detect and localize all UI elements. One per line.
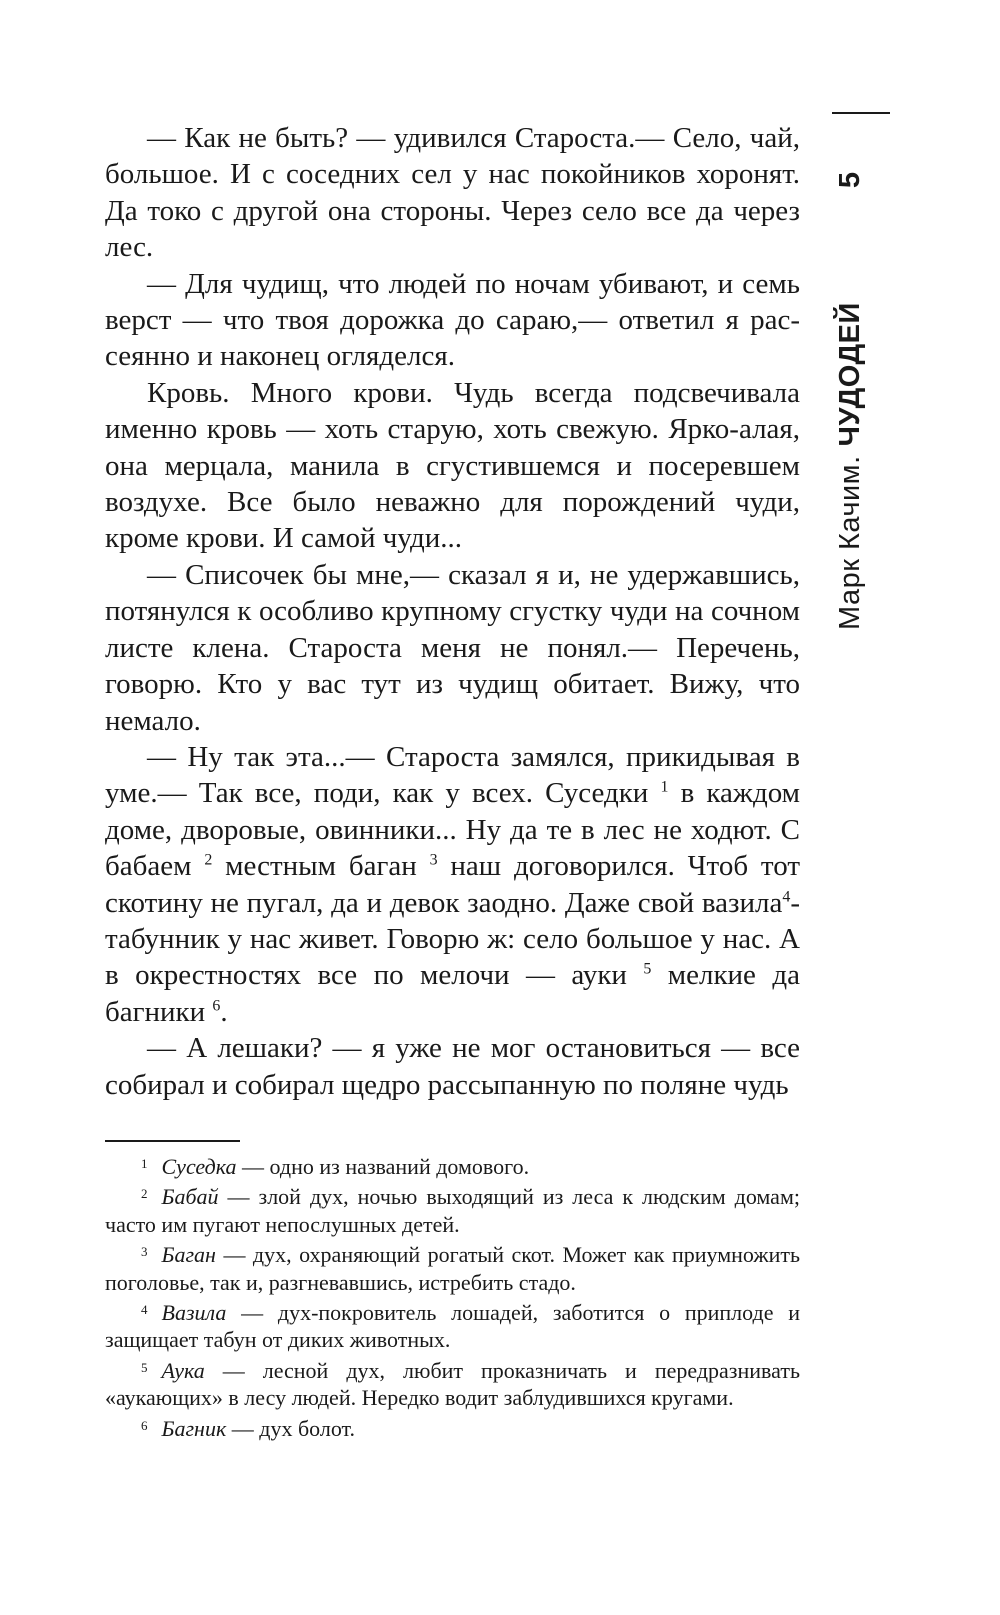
footnote-text: — лесной дух, любит проказничать и передразнивать «аукающих» в лесу людей. Нередко водит заблудившихся кругами. xyxy=(105,1357,800,1411)
footnote-number: 4 xyxy=(141,1302,148,1318)
footnote-text: — злой дух, ночью выходящий из леса к людским домам; часто им пугают непослушных детей. xyxy=(105,1184,800,1237)
footnote xyxy=(105,1238,800,1296)
text-run: — Ну так эта...— Староста замялся, прикидывая в уме.— Так все, поди, как у всех. Суседки xyxy=(105,740,800,810)
footnote-term: Аука xyxy=(161,1357,205,1383)
text-run: — Как не быть? — удивился Староста.— Село, чай, большое. И с соседних сел у нас покойников хоронят. Да токо с другой она стороны. Через село все да через лес. xyxy=(105,122,800,264)
paragraph xyxy=(105,375,800,557)
main-text xyxy=(105,120,800,1103)
footnote-text: — дух-покровитель лошадей, заботится о приплоде и защищает табун от диких животных. xyxy=(105,1300,800,1353)
footnote-term: Бабай xyxy=(161,1184,219,1210)
footnote-ref[interactable]: 3 xyxy=(429,851,438,869)
footnote-ref[interactable]: 5 xyxy=(643,960,652,978)
text-run: Кровь. Много крови. Чудь всегда подсвечивала именно кровь — хоть старую, хоть свежую. Ярко-алая, она мерцала, манила в сгустившемся и посеревшем воздухе. Все было неважно для порождений чуди, кроме крови. И самой чуди... xyxy=(105,376,800,555)
paragraph xyxy=(105,120,800,266)
footnote-term: Багник xyxy=(161,1415,227,1441)
running-header-title: ЧУДОДЕЙ xyxy=(834,302,866,447)
paragraph xyxy=(105,1030,800,1103)
text-run: . xyxy=(220,995,228,1028)
paragraph xyxy=(105,739,800,1030)
footnote-ref[interactable]: 1 xyxy=(660,778,669,796)
paragraph xyxy=(105,266,800,375)
footnote-ref[interactable]: 6 xyxy=(212,997,221,1015)
footnote-ref[interactable]: 2 xyxy=(204,851,213,869)
text-run: — Для чудищ, что людей по ночам убивают, и семь верст — что твоя дорожка до сараю,— ответил я рассеянно и наконец огляделся. xyxy=(105,267,800,373)
footnote-number: 3 xyxy=(141,1244,148,1260)
footnote-number: 2 xyxy=(141,1186,148,1202)
running-header xyxy=(830,170,870,630)
footnote-text: — дух, охраняющий рогатый скот. Может как приумножить поголовье, так и, разгневавшись, истребить стадо. xyxy=(105,1242,800,1295)
footnote-term: Вазила xyxy=(161,1300,227,1326)
running-header-author: Марк Качим. xyxy=(834,455,866,630)
page-number: 5 xyxy=(834,172,866,189)
text-run: местным баган xyxy=(212,850,430,883)
footnote-number: 5 xyxy=(141,1359,148,1375)
header-rule xyxy=(832,112,890,114)
text-run: -табунник у нас живет. Говорю ж: село большое у нас. А в окрестностях все по мелочи — ауки xyxy=(105,886,800,992)
footnote xyxy=(105,1296,800,1354)
footnote xyxy=(105,1412,800,1442)
footnote-separator xyxy=(105,1140,240,1142)
footnote-number: 1 xyxy=(141,1156,148,1171)
footnote-number: 6 xyxy=(141,1417,148,1433)
text-run: — А лешаки? — я уже не мог остановиться — все собирал и собирал щедро рассыпанную по поляне чудь xyxy=(105,1032,800,1101)
text-run: — Списочек бы мне,— сказал я и, не удержавшись, потянулся к особливо крупному сгустку чуди на сочном листе клена. Староста меня не понял.— Перечень, говорю. Кто у вас тут из чудищ обитает. Вижу, что немало. xyxy=(105,558,800,737)
footnotes xyxy=(105,1150,800,1442)
text-run: наш договорился. Чтоб тот скотину не пугал, да и девок заодно. Даже свой вазила xyxy=(105,850,800,919)
footnote xyxy=(105,1180,800,1238)
footnote-text: — одно из названий домового. xyxy=(236,1154,530,1179)
footnote-ref[interactable]: 4 xyxy=(782,887,791,905)
footnote-term: Суседка xyxy=(161,1154,237,1179)
text-run: мелкие да багники xyxy=(105,959,800,1028)
footnote-term: Баган xyxy=(161,1242,216,1268)
paragraph xyxy=(105,557,800,739)
footnote xyxy=(105,1354,800,1412)
footnote xyxy=(105,1150,800,1180)
footnote-text: — дух болот. xyxy=(226,1415,356,1441)
text-run: в каждом доме, дворовые, овинники... Ну да те в лес не ходют. С бабаем xyxy=(105,777,801,883)
